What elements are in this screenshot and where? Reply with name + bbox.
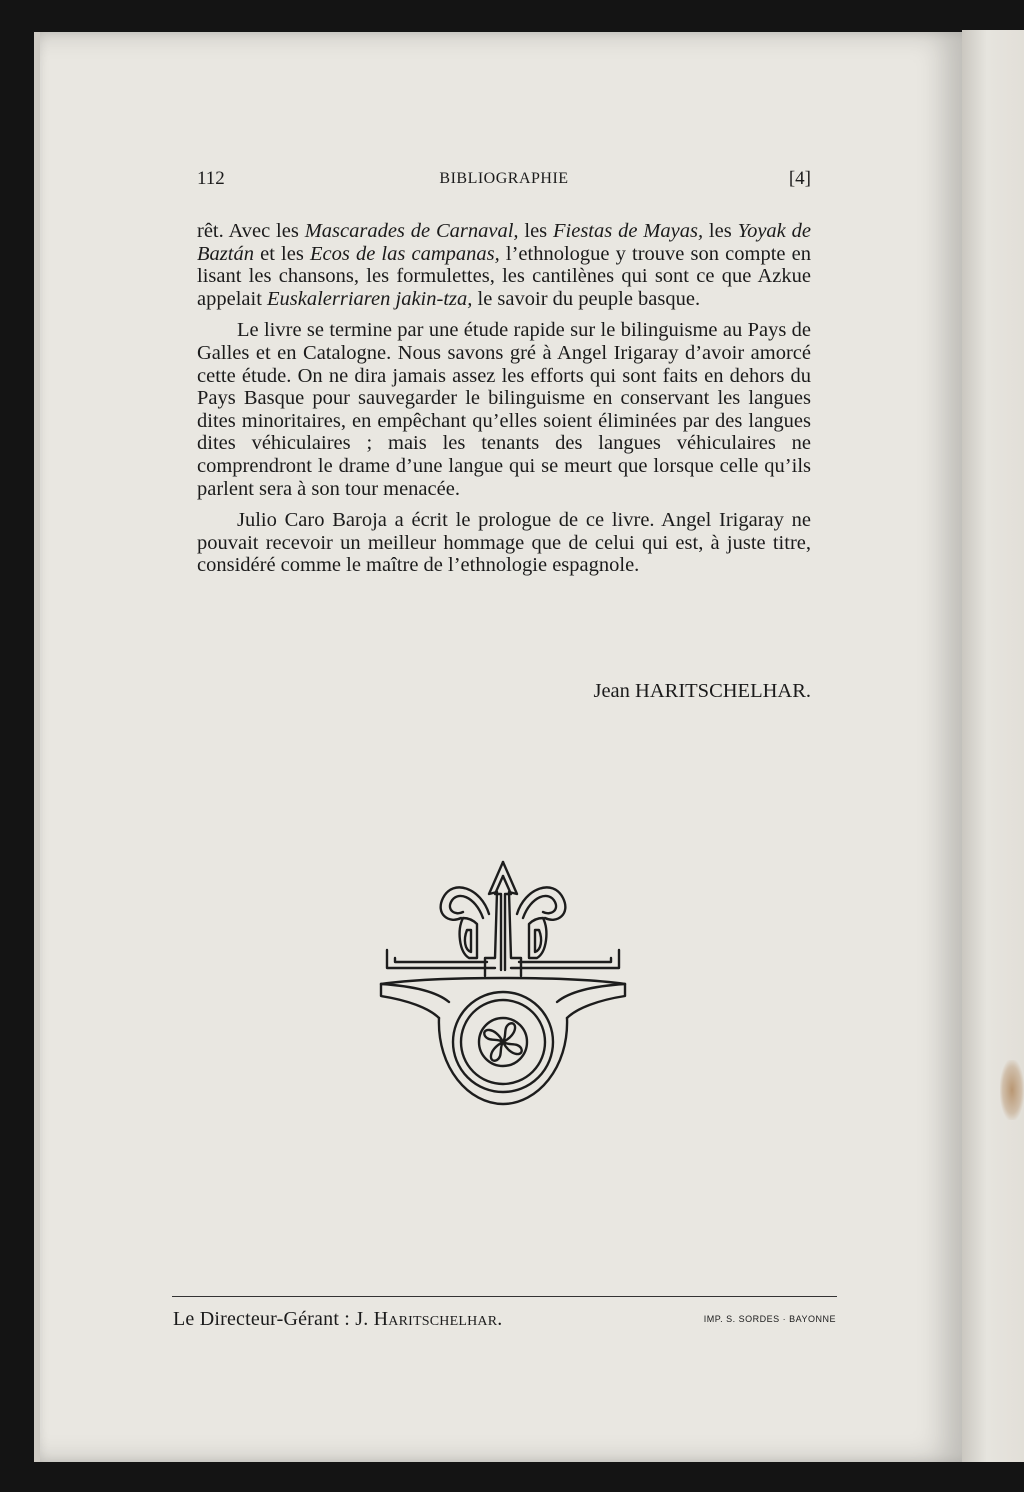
article-body [197, 220, 811, 586]
basque-lauburu-emblem-icon [377, 858, 629, 1114]
paragraph-3: Julio Caro Baroja a écrit le prologue de ce livre. Angel Irigaray ne pouvait recevoir un meilleur hommage que de celui qui est, à juste titre, considéré comme le maître de l’ethnologie espagnole. [197, 509, 811, 577]
text-run: et les [253, 242, 310, 265]
director-name: Haritschelhar. [373, 1308, 503, 1330]
author-signature: Jean HARITSCHELHAR. [593, 680, 811, 702]
text-run: rêt. Avec les [197, 220, 305, 242]
director-label: Le Directeur-Gérant : J. [173, 1308, 374, 1330]
publisher-credit [173, 1308, 502, 1331]
italic-title-run: Fiestas de Mayas, [553, 220, 704, 242]
italic-title-run: Ecos de las campanas, [309, 242, 500, 265]
running-title: BIBLIOGRAPHIE [439, 170, 569, 187]
paragraph-2: Le livre se termine par une étude rapide sur le bilinguisme au Pays de Galles et en Catalogne. Nous savons gré à Angel Irigaray d’avoir amorcé cette étude. On ne dira jamais assez les efforts qui sont faits en dehors du Pays Basque pour sauvegarder le bilinguisme en conservant les langues dites minoritaires, en empêchant qu’elles soient éliminées par des langues dites véhiculaires ; mais les tenants des langues véhiculaires ne comprendront le drame d’une langue qui se meurt que lorsque celle qu’ils parlent sera à son tour menacée. [197, 319, 811, 500]
page-edge [34, 32, 40, 1462]
italic-title-run: Euskalerriaren jakin-tza, [267, 287, 473, 310]
text-run: les [703, 220, 738, 242]
paper-stain [1000, 1060, 1024, 1120]
italic-title-run: Yoyak de Baztán [197, 220, 811, 265]
printer-credit: IMP. S. SORDES · BAYONNE [703, 1314, 836, 1324]
text-run: l’ethnologue y trouve son compte en lisant les chansons, les formulettes, les cantilènes qui sont ce que Azkue appelait [197, 242, 811, 310]
paragraph-1 [197, 220, 811, 310]
text-run: le savoir du peuple basque. [472, 287, 701, 310]
section-reference: [4] [788, 168, 811, 189]
italic-title-run: Mascarades de Carnaval, [304, 220, 519, 242]
footer-rule [172, 1296, 837, 1297]
page-header [197, 168, 811, 198]
text-run: les [518, 220, 554, 242]
page-number: 112 [197, 168, 225, 189]
facing-page-edge [962, 30, 1024, 1462]
